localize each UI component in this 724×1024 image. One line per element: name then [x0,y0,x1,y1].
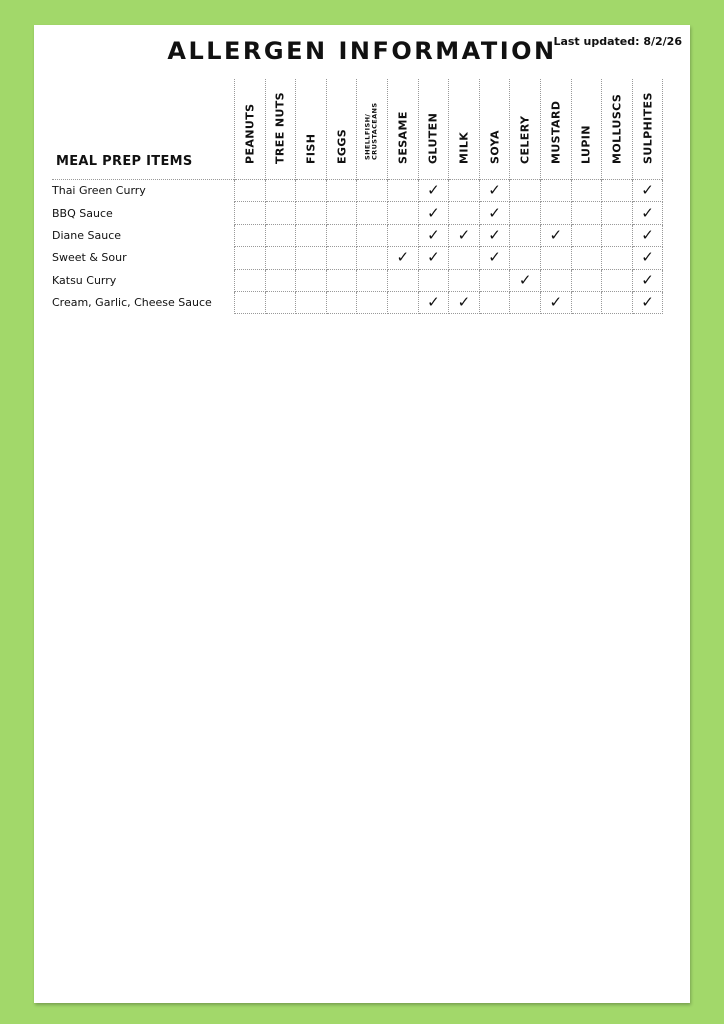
allergen-header-peanuts [235,79,266,180]
section-label-meal-prep: MEAL PREP ITEMS [56,154,193,169]
table-row [52,224,663,246]
table-row [52,202,663,224]
checkmark-icon: ✓ [641,203,654,222]
checkmark-icon: ✓ [488,203,501,222]
allergen-cell-peanuts [235,224,266,246]
allergen-cell-mustard [540,291,571,313]
allergen-cell-tree-nuts [265,269,296,291]
allergen-sheet [34,25,690,1003]
checkmark-icon: ✓ [549,225,563,244]
allergen-cell-eggs [326,291,357,313]
allergen-cell-mustard [540,269,571,291]
table-row [52,180,663,202]
allergen-cell-sulphites [632,247,663,269]
allergen-label: LUPIN [579,125,593,164]
table-corner [52,79,235,180]
allergen-label: CELERY [518,115,532,164]
checkmark-icon: ✓ [488,248,501,267]
allergen-label: SULPHITES [641,92,655,164]
allergen-cell-sesame [387,247,418,269]
allergen-cell-lupin [571,180,602,202]
allergen-label: GLUTEN [426,112,440,164]
allergen-cell-celery [510,224,541,246]
allergen-table [52,79,663,314]
allergen-cell-tree-nuts [265,224,296,246]
allergen-header-sulphites [632,79,663,180]
allergen-cell-lupin [571,269,602,291]
checkmark-icon: ✓ [549,293,563,312]
allergen-cell-sulphites [632,202,663,224]
allergen-cell-celery [510,202,541,224]
allergen-cell-molluscs [602,202,633,224]
allergen-cell-molluscs [602,180,633,202]
allergen-cell-mustard [540,202,571,224]
allergen-cell-milk [449,269,480,291]
allergen-label: PEANUTS [243,103,257,164]
allergen-cell-soya [479,180,510,202]
allergen-cell-gluten [418,269,449,291]
allergen-cell-fish [296,247,327,269]
checkmark-icon: ✓ [488,225,501,244]
table-row [52,269,663,291]
allergen-cell-soya [479,224,510,246]
allergen-header-row [52,79,663,180]
checkmark-icon: ✓ [641,181,654,200]
allergen-label: EGGS [335,128,349,164]
allergen-cell-sulphites [632,224,663,246]
allergen-label: SESAME [396,111,410,164]
allergen-cell-molluscs [602,247,633,269]
allergen-cell-gluten [418,291,449,313]
allergen-cell-fish [296,202,327,224]
allergen-cell-sesame [387,202,418,224]
allergen-label: MUSTARD [549,100,563,164]
checkmark-icon: ✓ [427,225,440,244]
checkmark-icon: ✓ [396,248,410,267]
meal-item-name: Cream, Garlic, Cheese Sauce [52,296,212,310]
allergen-cell-sesame [387,224,418,246]
allergen-cell-milk [449,202,480,224]
allergen-cell-mustard [540,247,571,269]
allergen-cell-fish [296,269,327,291]
checkmark-icon: ✓ [488,181,501,200]
allergen-cell-milk [449,224,480,246]
allergen-cell-fish [296,291,327,313]
allergen-cell-celery [510,291,541,313]
allergen-label: MOLLUSCS [610,93,624,164]
meal-item-name: Diane Sauce [52,228,122,242]
allergen-cell-lupin [571,224,602,246]
allergen-cell-eggs [326,224,357,246]
checkmark-icon: ✓ [641,293,654,312]
allergen-cell-shellfish [357,269,388,291]
allergen-cell-sesame [387,269,418,291]
allergen-label: FISH [304,133,318,164]
allergen-header-fish [296,79,327,180]
allergen-cell-milk [449,180,480,202]
allergen-cell-shellfish [357,224,388,246]
allergen-cell-tree-nuts [265,247,296,269]
checkmark-icon: ✓ [641,270,654,289]
allergen-cell-eggs [326,247,357,269]
allergen-cell-sulphites [632,269,663,291]
allergen-cell-soya [479,269,510,291]
checkmark-icon: ✓ [427,181,440,200]
allergen-header-lupin [571,79,602,180]
page-title: ALLERGEN INFORMATION [167,37,557,65]
allergen-cell-molluscs [602,291,633,313]
allergen-header-eggs [326,79,357,180]
allergen-cell-tree-nuts [265,202,296,224]
allergen-label: MILK [457,131,471,164]
allergen-cell-sesame [387,180,418,202]
allergen-cell-shellfish [357,247,388,269]
allergen-cell-sulphites [632,180,663,202]
allergen-cell-sesame [387,291,418,313]
allergen-header-molluscs [602,79,633,180]
allergen-cell-lupin [571,291,602,313]
allergen-table-body [52,180,663,314]
allergen-label: SOYA [488,130,502,164]
allergen-cell-milk [449,291,480,313]
allergen-cell-tree-nuts [265,291,296,313]
last-updated: Last updated: 8/2/26 [553,35,682,48]
allergen-cell-celery [510,247,541,269]
allergen-cell-peanuts [235,202,266,224]
checkmark-icon: ✓ [427,293,440,312]
checkmark-icon: ✓ [457,293,471,312]
allergen-cell-sulphites [632,291,663,313]
allergen-cell-peanuts [235,269,266,291]
allergen-header-celery [510,79,541,180]
allergen-label: TREE NUTS [273,92,287,164]
allergen-cell-shellfish [357,291,388,313]
allergen-cell-gluten [418,224,449,246]
allergen-cell-celery [510,269,541,291]
checkmark-icon: ✓ [641,248,654,267]
allergen-label: SHELLFISH/ CRUSTACEANS [363,102,380,161]
allergen-cell-gluten [418,247,449,269]
allergen-cell-eggs [326,269,357,291]
allergen-cell-gluten [418,180,449,202]
allergen-cell-peanuts [235,291,266,313]
table-row [52,291,663,313]
allergen-cell-mustard [540,224,571,246]
allergen-cell-gluten [418,202,449,224]
allergen-cell-milk [449,247,480,269]
allergen-cell-shellfish [357,180,388,202]
allergen-cell-shellfish [357,202,388,224]
allergen-cell-soya [479,291,510,313]
allergen-cell-peanuts [235,247,266,269]
allergen-header-mustard [540,79,571,180]
meal-item-name: BBQ Sauce [52,206,113,220]
checkmark-icon: ✓ [641,225,654,244]
allergen-cell-eggs [326,180,357,202]
checkmark-icon: ✓ [457,225,471,244]
allergen-cell-fish [296,180,327,202]
meal-item-name: Katsu Curry [52,273,117,287]
allergen-header-tree-nuts [265,79,296,180]
allergen-cell-soya [479,247,510,269]
allergen-cell-lupin [571,247,602,269]
meal-item-name: Thai Green Curry [52,180,235,202]
allergen-cell-molluscs [602,269,633,291]
checkmark-icon: ✓ [427,248,440,267]
checkmark-icon: ✓ [427,203,440,222]
allergen-header-shellfish [357,79,388,180]
allergen-header-soya [479,79,510,180]
allergen-cell-celery [510,180,541,202]
allergen-cell-peanuts [235,180,266,202]
checkmark-icon: ✓ [518,270,532,289]
allergen-header-milk [449,79,480,180]
allergen-cell-tree-nuts [265,180,296,202]
allergen-header-gluten [418,79,449,180]
allergen-cell-lupin [571,202,602,224]
allergen-cell-mustard [540,180,571,202]
allergen-header-sesame [387,79,418,180]
allergen-cell-eggs [326,202,357,224]
meal-item-name: Sweet & Sour [52,251,127,265]
allergen-cell-fish [296,224,327,246]
allergen-cell-soya [479,202,510,224]
table-row [52,247,663,269]
allergen-cell-molluscs [602,224,633,246]
